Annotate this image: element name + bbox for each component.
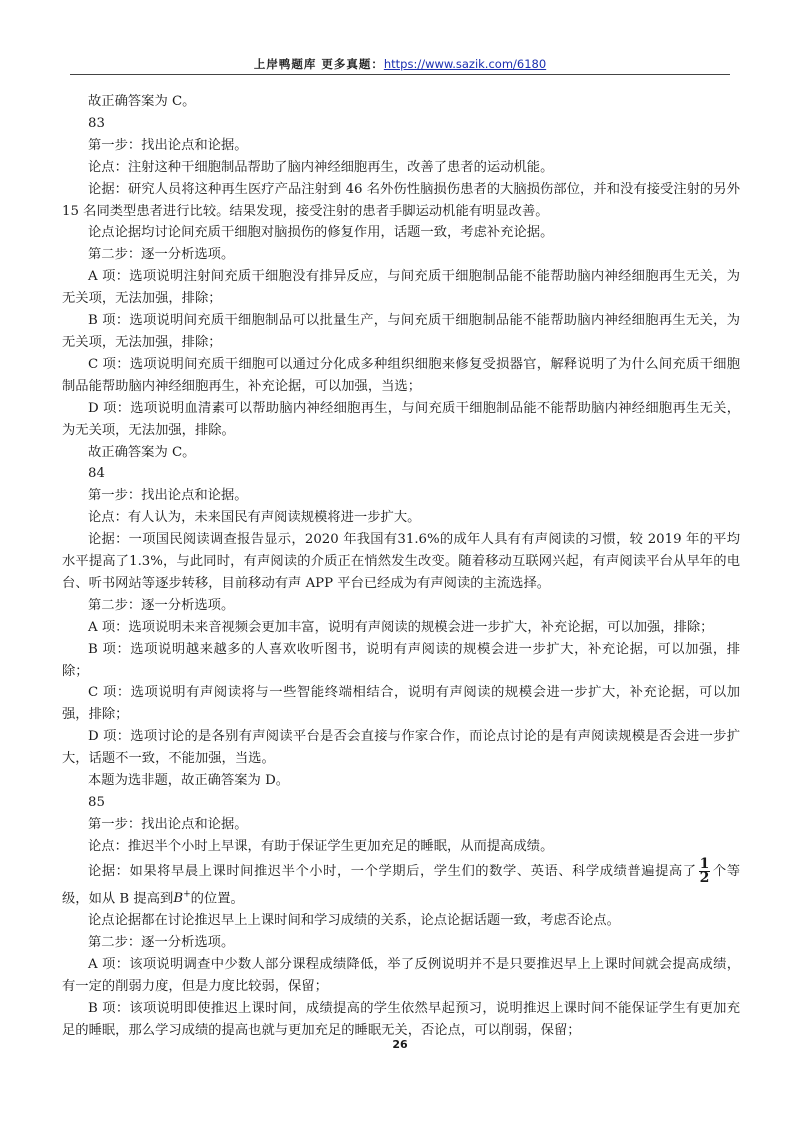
text-line: 故正确答案为 C。	[88, 94, 196, 109]
question-number: 84	[88, 466, 105, 482]
text-line: 第二步：逐一分析选项。	[88, 934, 235, 950]
fraction-one-half	[699, 855, 711, 886]
text-line: 第二步：逐一分析选项。	[88, 597, 235, 613]
header-url-link[interactable]: https://www.sazik.com/6180	[383, 57, 547, 71]
lunju-text-end: 的位置。	[190, 891, 244, 907]
text-line: 论点：推迟半个小时上早课，有助于保证学生更加充足的睡眠，从而提高成绩。	[88, 838, 554, 854]
page-number: 26	[392, 1038, 408, 1051]
option-a: A 项：选项说明注射间充质干细胞没有排异反应，与间充质干细胞制品能不能帮助脑内神经细胞再生无关，为无关项，无法加强，排除；	[62, 269, 740, 307]
page-content	[62, 91, 740, 1041]
text-line: 本题为选非题，故正确答案为 D。	[88, 773, 290, 789]
grade-base: B	[173, 891, 184, 907]
text-line: 故正确答案为 C。	[88, 444, 196, 460]
option-a: A 项：该项说明调查中少数人部分课程成绩降低，举了反例说明并不是只要推迟早上上课时间就会提高成绩，有一定的削弱力度，但是力度比较弱，保留；	[62, 956, 740, 994]
option-b: B 项：选项说明间充质干细胞制品可以批量生产，与间充质干细胞制品能不能帮助脑内神经细胞再生无关，为无关项，无法加强，排除；	[62, 313, 740, 350]
option-d: D 项：选项讨论的是各别有声阅读平台是否会直接与作家合作，而论点讨论的是有声阅读规模是否会进一步扩大，话题不一致，不能加强，当选。	[62, 729, 740, 767]
text-line: 第二步：逐一分析选项。	[88, 247, 235, 263]
header-label: 上岸鸭题库 更多真题：	[253, 57, 384, 71]
option-c: C 项：选项说明间充质干细胞可以通过分化成多种组织细胞来修复受损器官，解释说明了为什么间充质干细胞制品能帮助脑内神经细胞再生，补充论据，可以加强，当选；	[62, 356, 740, 394]
text-line: 第一步：找出论点和论据。	[88, 816, 248, 832]
question-number: 85	[88, 795, 105, 810]
grade-b-plus	[173, 891, 190, 906]
question-number: 83	[88, 115, 105, 131]
text-line: 论点：有人认为，未来国民有声阅读规模将进一步扩大。	[88, 510, 421, 526]
lunju-text-before: 论据：如果将早晨上课时间推迟半个小时，一个学期后，学生们的数学、英语、科学成绩普遍提高了	[88, 863, 697, 879]
lunju-text-after-fraction: 个等级，如从 B 提高到	[62, 863, 741, 907]
option-c: C 项：选项说明有声阅读将与一些智能终端相结合，说明有声阅读的规模会进一步扩大，补充论据，可以加强，排除；	[62, 685, 740, 723]
fraction-numerator: 1	[699, 855, 710, 872]
text-line-with-fraction	[62, 855, 741, 910]
option-b: B 项：选项说明越来越多的人喜欢收听图书，说明有声阅读的规模会进一步扩大，补充论据，可以加强，排除；	[62, 641, 740, 679]
text-line: 论据：研究人员将这种再生医疗产品注射到 46 名外伤性脑损伤患者的大脑损伤部位，并和没有接受注射的另外 15 名同类型患者进行比较。结果发现，接受注射的患者手脚运动机能有明显改善。	[62, 181, 740, 219]
grade-sup: +	[183, 889, 191, 900]
option-a: A 项：选项说明未来音视频会更加丰富，说明有声阅读的规模会进一步扩大，补充论据，可以加强，排除；	[88, 619, 714, 635]
text-line: 论点论据均讨论间充质干细胞对脑损伤的修复作用，话题一致，考虑补充论据。	[88, 225, 554, 241]
text-line: 论点：注射这种干细胞制品帮助了脑内神经细胞再生，改善了患者的运动机能。	[88, 159, 554, 175]
text-line: 论据：一项国民阅读调查报告显示，2020 年我国有31.6%的成年人具有有声阅读的习惯，较 2019 年的平均水平提高了1.3%，与此同时，有声阅读的介质正在悄然发生改变。随着移动互联网兴起，有声阅读平台从早年的电台、听书网站等逐步转移，目前移动有声 APP 平台已经成为有声阅读的主流选择。	[62, 532, 740, 591]
text-line: 论点论据都在讨论推迟早上上课时间和学习成绩的关系，论点论据话题一致，考虑否论点。	[88, 913, 620, 929]
option-b: B 项：该项说明即使推迟上课时间，成绩提高的学生依然早起预习，说明推迟上课时间不能保证学生有更加充足的睡眠，那么学习成绩的提高也就与更加充足的睡眠无关，否论点，可以削弱，保留；	[62, 1000, 740, 1038]
text-line: 第一步：找出论点和论据。	[88, 137, 248, 153]
fraction-denominator: 2	[699, 869, 710, 886]
header-divider	[70, 74, 730, 75]
text-line: 第一步：找出论点和论据。	[88, 488, 248, 504]
page-header	[70, 56, 730, 76]
option-d: D 项：选项说明血清素可以帮助脑内神经细胞再生，与间充质干细胞制品能不能帮助脑内神经细胞再生无关，为无关项，无法加强，排除。	[62, 400, 740, 438]
